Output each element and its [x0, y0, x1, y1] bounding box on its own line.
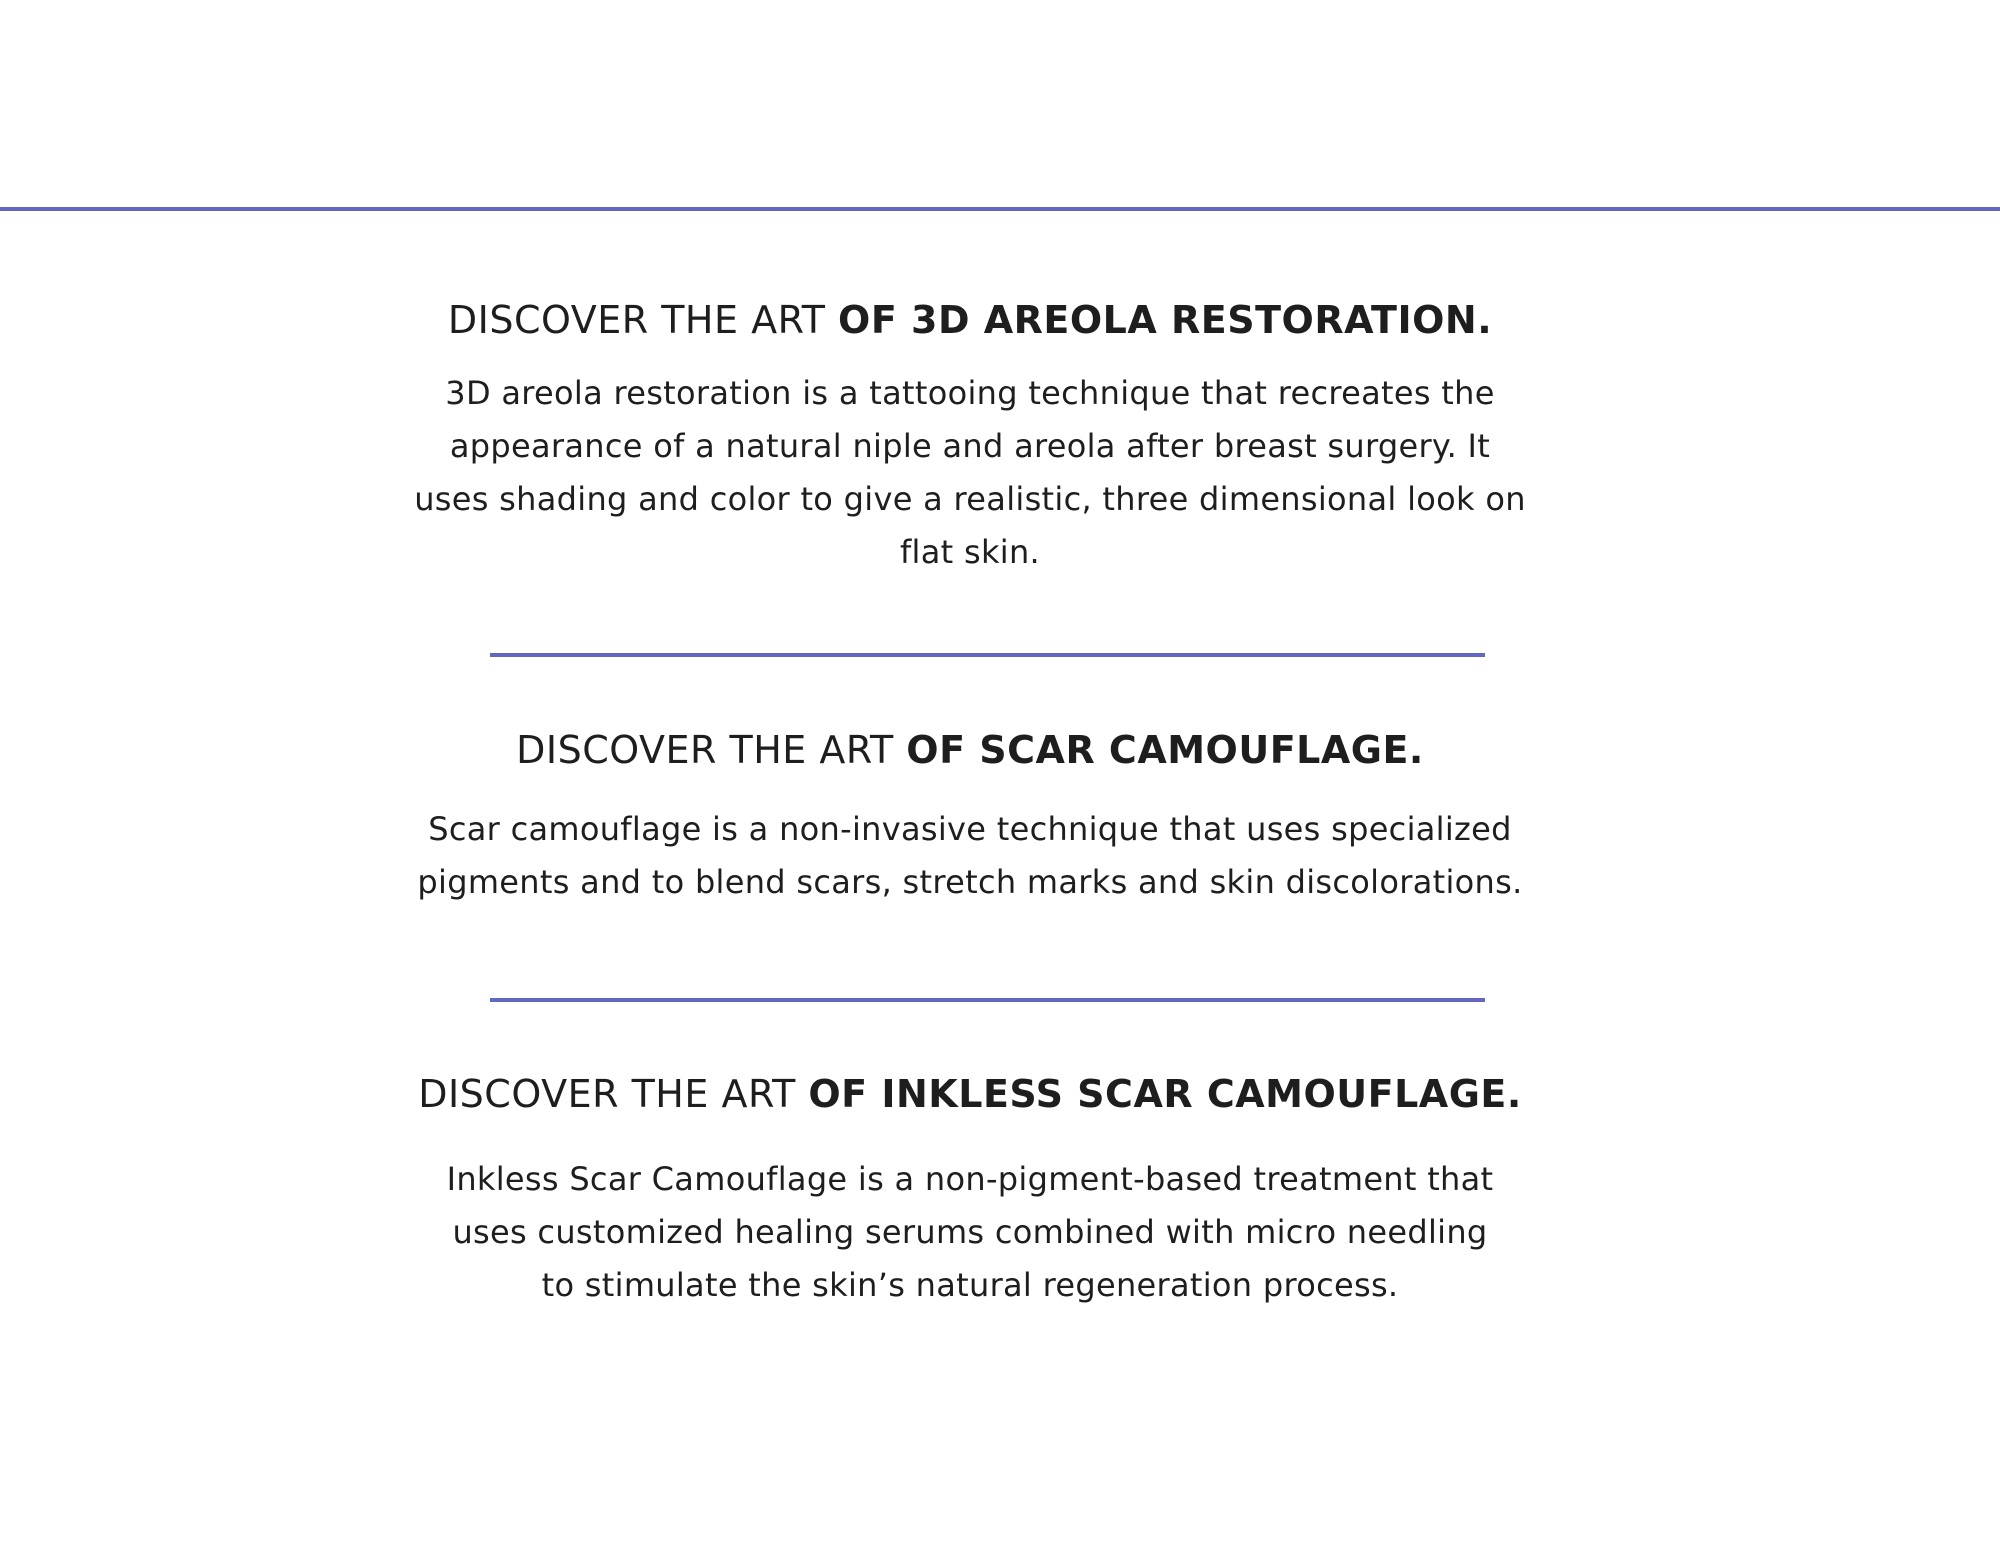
- section-divider: [490, 998, 1485, 1002]
- section-areola-restoration: [360, 296, 1580, 579]
- section-inkless-scar-camouflage: [360, 1070, 1580, 1312]
- section-heading: [360, 726, 1580, 774]
- section-divider: [490, 653, 1485, 657]
- description-line: Inkless Scar Camouflage is a non-pigment-based treatment that: [446, 1160, 1494, 1198]
- description-line: uses customized healing serums combined with micro needling: [452, 1213, 1488, 1251]
- description-line: appearance of a natural niple and areola after breast surgery. It: [449, 427, 1491, 465]
- section-heading: [360, 296, 1580, 344]
- heading-light-text: DISCOVER THE ART: [447, 298, 839, 342]
- heading-light-text: DISCOVER THE ART: [516, 728, 907, 772]
- section-heading: [360, 1070, 1580, 1118]
- description-line: Scar camouflage is a non-invasive technique that uses specialized: [428, 810, 1512, 848]
- description-line: uses shading and color to give a realistic, three dimensional look on: [414, 480, 1526, 518]
- section-description: [360, 803, 1580, 909]
- section-description: [360, 367, 1580, 579]
- heading-light-text: DISCOVER THE ART: [418, 1072, 809, 1116]
- description-line: pigments and to blend scars, stretch marks and skin discolorations.: [417, 863, 1523, 901]
- heading-bold-text: OF INKLESS SCAR CAMOUFLAGE.: [808, 1072, 1522, 1116]
- section-description: [360, 1153, 1580, 1312]
- description-line: 3D areola restoration is a tattooing technique that recreates the: [445, 374, 1495, 412]
- heading-bold-text: OF 3D AREOLA RESTORATION.: [838, 298, 1493, 342]
- description-line: flat skin.: [899, 533, 1041, 571]
- top-divider: [0, 207, 2000, 211]
- heading-bold-text: OF SCAR CAMOUFLAGE.: [906, 728, 1424, 772]
- section-scar-camouflage: [360, 726, 1580, 909]
- description-line: to stimulate the skin’s natural regeneration process.: [541, 1266, 1399, 1304]
